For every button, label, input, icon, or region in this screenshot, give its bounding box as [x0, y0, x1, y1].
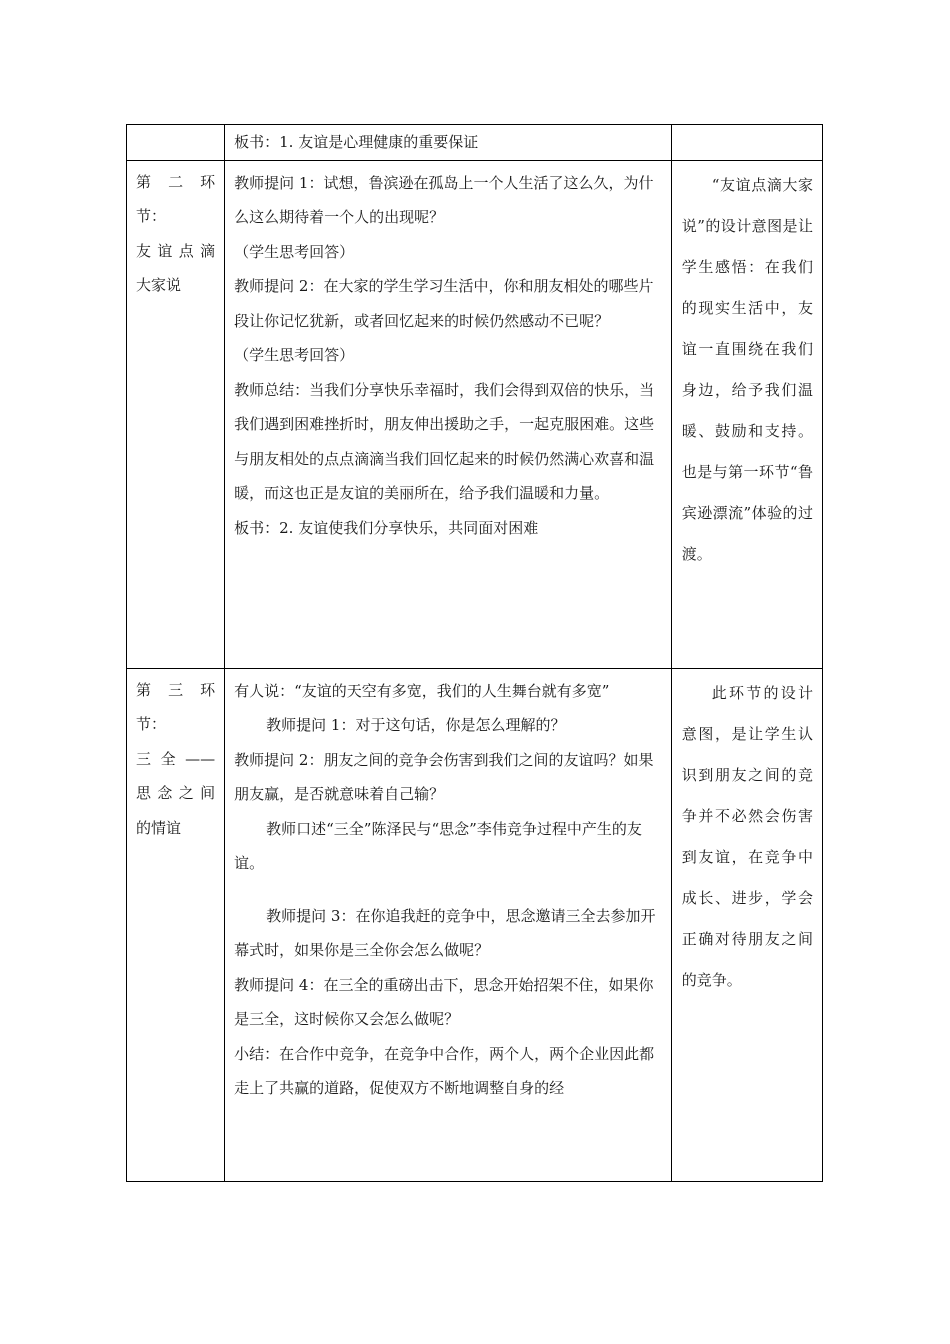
- table-row: [127, 125, 823, 161]
- board-note-1: 板书：1. 友谊是心理健康的重要保证: [234, 133, 479, 151]
- summary: 小结：在合作中竞争，在竞争中合作，两个人，两个企业因此都走上了共赢的道路，促使双方不断地调整自身的经: [234, 1044, 655, 1097]
- teacher-question-4: 教师提问 4：在三全的重磅出击下，思念开始招架不住，如果你是三全，这时候你又会怎么做呢？: [234, 975, 654, 1028]
- stage-title-line: 第 二 环: [136, 172, 216, 191]
- board-note-2: 板书：2. 友谊使我们分享快乐，共同面对困难: [234, 518, 539, 537]
- stage-title-line: 节：: [136, 207, 167, 225]
- table-row: [127, 668, 823, 1181]
- stage-title-line: 大家说: [136, 276, 182, 294]
- design-intent-text: “友谊点滴大家说”的设计意图是让学生感悟：在我们的现实生活中，友谊一直围绕在我们身边，给予我们温暖、鼓励和支持。也是与第一环节“鲁宾逊漂流”体验的过渡。: [681, 175, 813, 563]
- teacher-question-1: 教师提问 1：试想，鲁滨逊在孤岛上一个人生活了这么久，为什么这么期待着一个人的出现呢？: [234, 173, 654, 226]
- stage-title-line: 第 三 环: [136, 680, 216, 699]
- student-response: （学生思考回答）: [234, 346, 355, 364]
- teacher-narration: 教师口述“三全”陈泽民与“思念”李伟竞争过程中产生的友谊。: [234, 819, 642, 872]
- stage-title-line: 三全——: [136, 749, 216, 768]
- stage-title-line: 友谊点滴: [136, 241, 216, 260]
- teacher-question-2: 教师提问 2：在大家的学生学习生活中，你和朋友相处的哪些片段让你记忆犹新，或者回忆起来的时候仍然感动不已呢？: [234, 277, 654, 330]
- stage-cell: [127, 160, 225, 668]
- stage-title-line: 节：: [136, 715, 167, 733]
- teacher-question-3: 教师提问 3：在你追我赶的竞争中，思念邀请三全去参加开幕式时，如果你是三全你会怎么做呢？: [234, 906, 656, 959]
- student-response: （学生思考回答）: [234, 242, 355, 261]
- table-row: [127, 160, 823, 668]
- content-cell: [225, 160, 672, 668]
- content-cell: [225, 125, 672, 161]
- stage-title-line: 的情谊: [136, 818, 182, 837]
- stage-cell: [127, 668, 225, 1181]
- teacher-question-1: 教师提问 1：对于这句话，你是怎么理解的？: [266, 716, 566, 734]
- design-cell: [671, 668, 822, 1181]
- stage-title-line: 思念之间: [136, 784, 216, 802]
- teacher-summary: 教师总结：当我们分享快乐幸福时，我们会得到双倍的快乐，当我们遇到困难挫折时，朋友伸出援助之手，一起克服困难。这些与朋友相处的点点滴滴当我们回忆起来的时候仍然满心欢喜和温暖，而这也正是友谊的美丽所在，给予我们温暖和力量。: [234, 380, 655, 502]
- lesson-plan-table: [126, 124, 823, 1182]
- design-cell: [671, 125, 822, 161]
- content-cell: [225, 668, 672, 1181]
- teacher-question-2: 教师提问 2：朋友之间的竞争会伤害到我们之间的友谊吗？如果朋友赢，是否就意味着自己输？: [234, 750, 654, 803]
- quote-intro: 有人说：“友谊的天空有多宽，我们的人生舞台就有多宽”: [234, 681, 610, 700]
- design-intent-text: 此环节的设计意图，是让学生认识到朋友之间的竞争并不必然会伤害到友谊，在竞争中成长、进步，学会正确对待朋友之间的竞争。: [681, 683, 813, 989]
- stage-cell: [127, 125, 225, 161]
- design-cell: [671, 160, 822, 668]
